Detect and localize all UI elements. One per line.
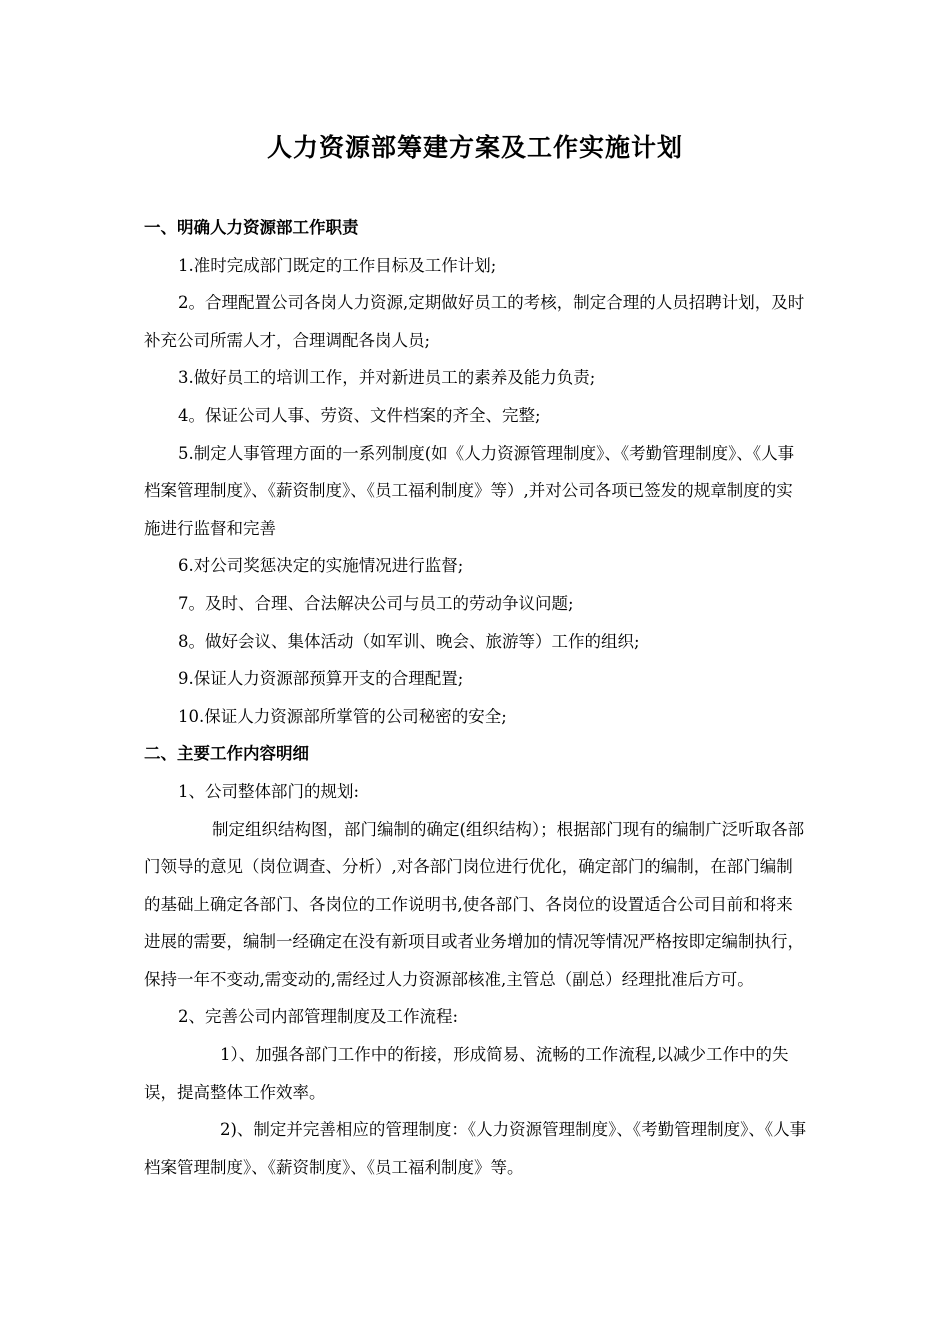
duty-item-9: 9.保证人力资源部预算开支的合理配置;: [178, 669, 464, 689]
work-paragraph-3: 2)、制定并完善相应的管理制度：《人力资源管理制度》、《考勤管理制度》、《人事档案管理制度》、《薪资制度》、《员工福利制度》等。: [144, 1120, 807, 1177]
duty-item-1: 1.准时完成部门既定的工作目标及工作计划;: [178, 255, 497, 275]
document-title: 人力资源部筹建方案及工作实施计划: [266, 133, 683, 162]
duty-item-4: 4。保证公司人事、劳资、文件档案的齐全、完整;: [178, 405, 541, 425]
work-subheading-1: 1、公司整体部门的规划:: [178, 781, 360, 801]
duty-item-2: 2。合理配置公司各岗人力资源,定期做好员工的考核，制定合理的人员招聘计划，及时补充公司所需人才，合理调配各岗人员;: [144, 293, 805, 350]
duty-item-6: 6.对公司奖惩决定的实施情况进行监督;: [178, 556, 464, 576]
work-paragraph-2: 1）、加强各部门工作中的衔接，形成简易、流畅的工作流程,以减少工作中的失误，提高整体工作效率。: [144, 1045, 789, 1102]
duty-item-7: 7。及时、合理、合法解决公司与员工的劳动争议问题;: [178, 593, 574, 613]
work-paragraph-1: 制定组织结构图，部门编制的确定(组织结构）；根据部门现有的编制广泛听取各部门领导的意见（岗位调查、分析）,对各部门岗位进行优化，确定部门的编制，在部门编制的基础上确定各部门、各岗位的工作说明书,使各部门、各岗位的设置适合公司目前和将来进展的需要，编制一经确定在没有新项目或者业务增加的情况等情况严格按即定编制执行，保持一年不变动,需变动的,需经过人力资源部核准,主管总（副总）经理批准后方可。: [144, 819, 805, 989]
section-heading: 二、主要工作内容明细: [144, 744, 309, 764]
section-heading: 一、明确人力资源部工作职责: [144, 218, 359, 237]
duty-item-8: 8。做好会议、集体活动（如军训、晚会、旅游等）工作的组织;: [178, 631, 640, 651]
document-body: [144, 209, 808, 1186]
duty-item-5: 5.制定人事管理方面的一系列制度(如《人力资源管理制度》、《考勤管理制度》、《人事档案管理制度》、《薪资制度》、《员工福利制度》等）,并对公司各项已签发的规章制度的实施进行监督和完善: [144, 443, 795, 538]
duty-item-10: 10.保证人力资源部所掌管的公司秘密的安全;: [178, 706, 507, 726]
duty-item-3: 3.做好员工的培训工作，并对新进员工的素养及能力负责;: [178, 368, 596, 388]
work-subheading-2: 2、完善公司内部管理制度及工作流程:: [178, 1007, 459, 1027]
